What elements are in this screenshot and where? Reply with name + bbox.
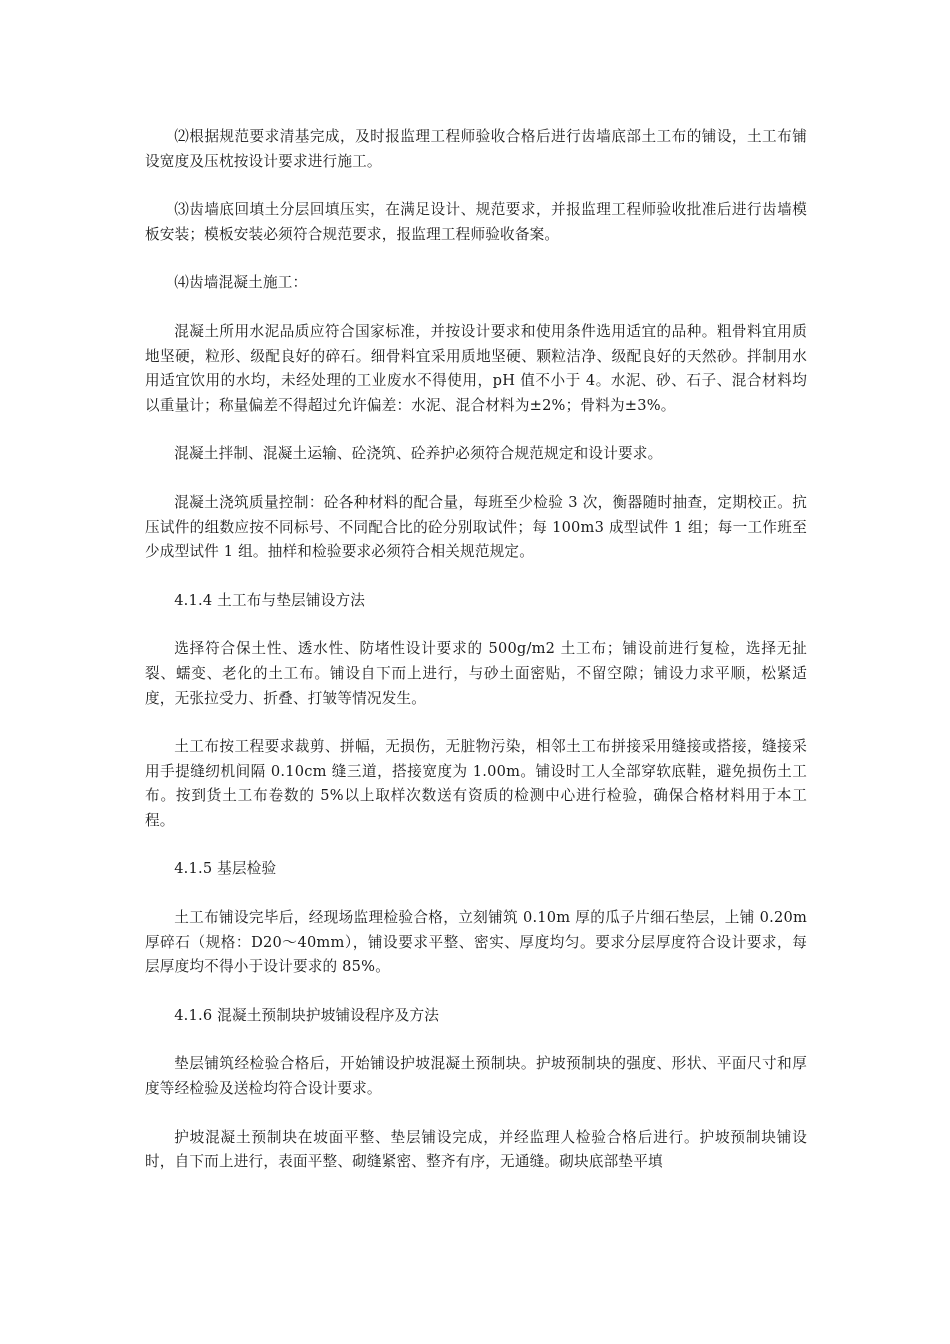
paragraph-concrete-mixing: 混凝土拌制、混凝土运输、砼浇筑、砼养护必须符合规范规定和设计要求。	[174, 445, 663, 463]
paragraph-backfill-formwork: ⑶齿墙底回填土分层回填压实，在满足设计、规范要求，并报监理工程师验收批准后进行齿墙模板安装；模板安装必须符合规范要求，报监理工程师验收备案。	[145, 201, 807, 243]
paragraph-precast-block-laying: 护坡混凝土预制块在坡面平整、垫层铺设完成，并经监理人检验合格后进行。护坡预制块铺设时，自下而上进行，表面平整、砌缝紧密、整齐有序，无通缝。砌块底部垫平填	[145, 1128, 807, 1171]
paragraph-pouring-quality: 混凝土浇筑质量控制：砼各种材料的配合量，每班至少检验 3 次，衡器随时抽查，定期校正。抗压试件的组数应按不同标号、不同配合比的砼分别取试件；每 100m3 成型试件 1 组；每一工作班至少成型试件 1 组。抽样和检验要求必须符合相关规范规定。	[145, 493, 807, 561]
section-heading-4-1-6: 4.1.6 混凝土预制块护坡铺设程序及方法	[174, 1006, 440, 1024]
paragraph-concrete-materials: 混凝土所用水泥品质应符合国家标准，并按设计要求和使用条件选用适宜的品种。粗骨料宜用质地坚硬，粒形、级配良好的碎石。细骨料宜采用质地坚硬、颗粒洁净、级配良好的天然砂。拌制用水用适宜饮用的水均，未经处理的工业废水不得使用，pH 值不小于 4。水泥、砂、石子、混合材料均以重量计；称量偏差不得超过允许偏差：水泥、混合材料为±2%；骨料为±3%。	[145, 322, 807, 414]
paragraph-base-inspection: 土工布铺设完毕后，经现场监理检验合格，立刻铺筑 0.10m 厚的瓜子片细石垫层，上铺 0.20m 厚碎石（规格：D20～40mm），铺设要求平整、密实、厚度均匀。要求分层厚度符合设计要求，每层厚度均不得小于设计要求的 85%。	[145, 909, 807, 976]
paragraph-geotextile-joining: 土工布按工程要求裁剪、拼幅，无损伤，无脏物污染，相邻土工布拼接采用缝接或搭接，缝接采用手提缝纫机间隔 0.10cm 缝三道，搭接宽度为 1.00m。铺设时工人全部穿软底鞋，避免损伤土工布。按到货土工布卷数的 5%以上取样次数送有资质的检测中心进行检验，确保合格材料用于本工程。	[145, 738, 807, 829]
paragraph-precast-block-start: 垫层铺筑经检验合格后，开始铺设护坡混凝土预制块。护坡预制块的强度、形状、平面尺寸和厚度等经检验及送检均符合设计要求。	[145, 1055, 807, 1098]
section-heading-4-1-4: 4.1.4 土工布与垫层铺设方法	[174, 591, 366, 609]
document-page	[145, 125, 807, 1199]
paragraph-clearing-geotextile: ⑵根据规范要求清基完成，及时报监理工程师验收合格后进行齿墙底部土工布的铺设，土工布铺设宽度及压枕按设计要求进行施工。	[145, 128, 807, 170]
paragraph-concrete-construction-title: ⑷齿墙混凝土施工：	[174, 274, 308, 292]
paragraph-geotextile-selection: 选择符合保土性、透水性、防堵性设计要求的 500g/m2 土工布；铺设前进行复检，选择无扯裂、蠕变、老化的土工布。铺设自下而上进行，与砂土面密贴，不留空隙；铺设力求平顺，松紧适度，无张拉受力、折叠、打皱等情况发生。	[145, 640, 807, 707]
section-heading-4-1-5: 4.1.5 基层检验	[174, 860, 277, 878]
